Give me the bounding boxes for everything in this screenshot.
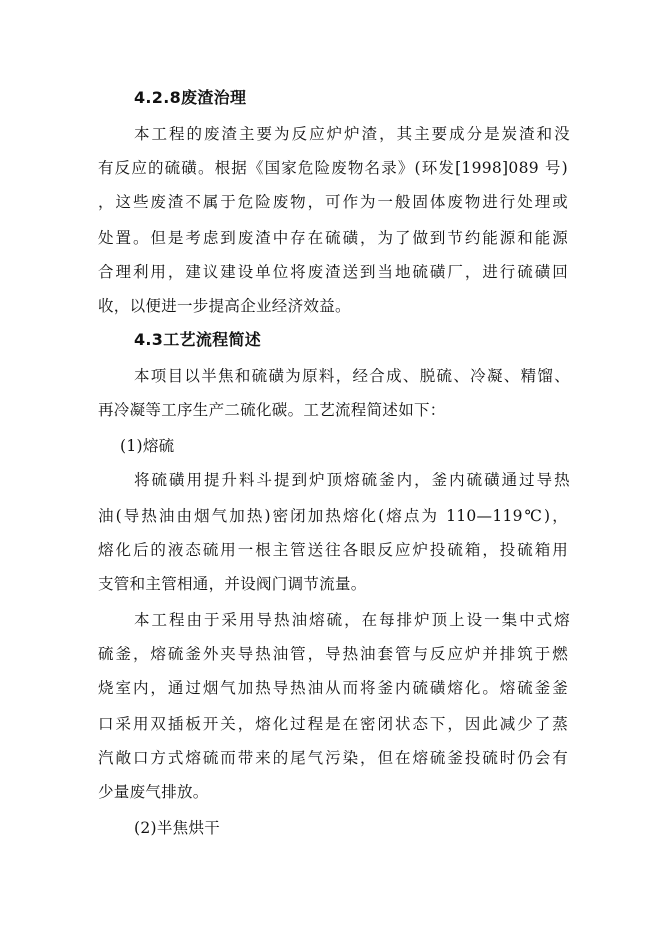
paragraph-line: 熔化后的液态硫用一根主管送往各眼反应炉投硫箱，投硫箱用 — [98, 541, 568, 559]
paragraph-line: ，这些废渣不属于危险废物，可作为一般固体废物进行处理或 — [98, 193, 568, 211]
paragraph-line: 本项目以半焦和硫磺为原料，经合成、脱硫、冷凝、精馏、 — [134, 367, 570, 385]
paragraph-line: 少量废气排放。 — [98, 783, 209, 801]
section-heading-4-2-8: 4.2.8废渣治理 — [134, 88, 247, 107]
paragraph-line: 支管和主管相通，并设阀门调节流量。 — [98, 575, 367, 593]
paragraph-line: 口采用双插板开关，熔化过程是在密闭状态下，因此减少了蒸 — [98, 715, 568, 733]
section-heading-4-3: 4.3工艺流程简述 — [134, 330, 262, 349]
paragraph-line: 再冷凝等工序生产二硫化碳。工艺流程简述如下： — [98, 401, 446, 419]
paragraph-line: 硫釜，熔硫釜外夹导热油管，导热油套管与反应炉并排筑于燃 — [98, 645, 568, 663]
paragraph-line: 本工程由于采用导热油熔硫，在每排炉顶上设一集中式熔 — [134, 611, 570, 629]
paragraph-line: 将硫磺用提升料斗提到炉顶熔硫釜内，釜内硫磺通过导热 — [134, 471, 570, 489]
paragraph-line: 汽敞口方式熔硫而带来的尾气污染，但在熔硫釜投硫时仍会有 — [98, 749, 568, 767]
paragraph-line: 处置。但是考虑到废渣中存在硫磺，为了做到节约能源和能源 — [98, 229, 568, 247]
paragraph-line: 烧室内，通过烟气加热导热油从而将釜内硫磺熔化。熔硫釜釜 — [98, 679, 568, 697]
paragraph-line: 油(导热油由烟气加热)密闭加热熔化(熔点为 110—119℃)， — [98, 507, 568, 525]
paragraph-line: 收，以便进一步提高企业经济效益。 — [98, 297, 351, 315]
step-heading-2: (2)半焦烘干 — [134, 819, 221, 837]
paragraph-line: 有反应的硫磺。根据《国家危险废物名录》(环发[1998]089 号) — [98, 159, 568, 177]
paragraph-line: 合理利用，建议建设单位将废渣送到当地硫磺厂，进行硫磺回 — [98, 263, 568, 281]
paragraph-line: 本工程的废渣主要为反应炉炉渣，其主要成分是炭渣和没 — [134, 125, 570, 143]
step-heading-1: (1)熔硫 — [120, 437, 175, 455]
